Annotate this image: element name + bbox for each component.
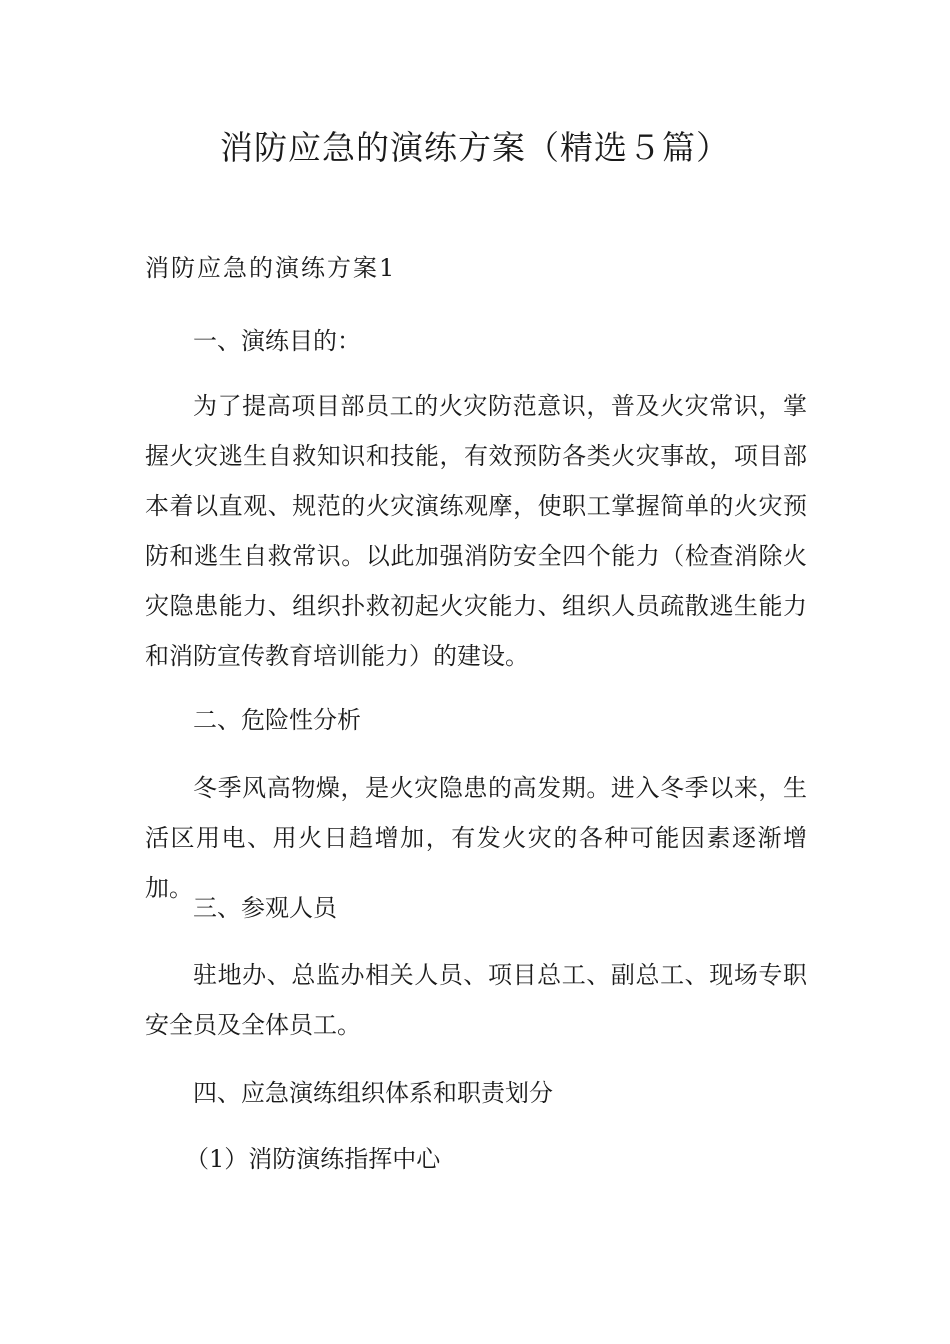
subheading-command-center: （1）消防演练指挥中心 (185, 1145, 441, 1173)
section-title: 消防应急的演练方案1 (145, 254, 397, 282)
heading-purpose: 一、演练目的： (193, 327, 361, 355)
heading-visitors: 三、参观人员 (193, 894, 337, 922)
document-title: 消防应急的演练方案（精选５篇） (220, 128, 730, 167)
paragraph-risk-analysis: 冬季风高物燥，是火灾隐患的高发期。进入冬季以来，生活区用电、用火日趋增加，有发火灾的各种可能因素逐渐增加。 (145, 774, 807, 902)
heading-risk-analysis: 二、危险性分析 (193, 706, 361, 734)
heading-organization: 四、应急演练组织体系和职责划分 (193, 1079, 553, 1107)
paragraph-purpose: 为了提高项目部员工的火灾防范意识，普及火灾常识，掌握火灾逃生自救知识和技能，有效预防各类火灾事故，项目部本着以直观、规范的火灾演练观摩，使职工掌握简单的火灾预防和逃生自救常识。以此加强消防安全四个能力（检查消除火灾隐患能力、组织扑救初起火灾能力、组织人员疏散逃生能力和消防宣传教育培训能力）的建设。 (145, 392, 807, 670)
paragraph-visitors: 驻地办、总监办相关人员、项目总工、副总工、现场专职安全员及全体员工。 (145, 961, 807, 1039)
